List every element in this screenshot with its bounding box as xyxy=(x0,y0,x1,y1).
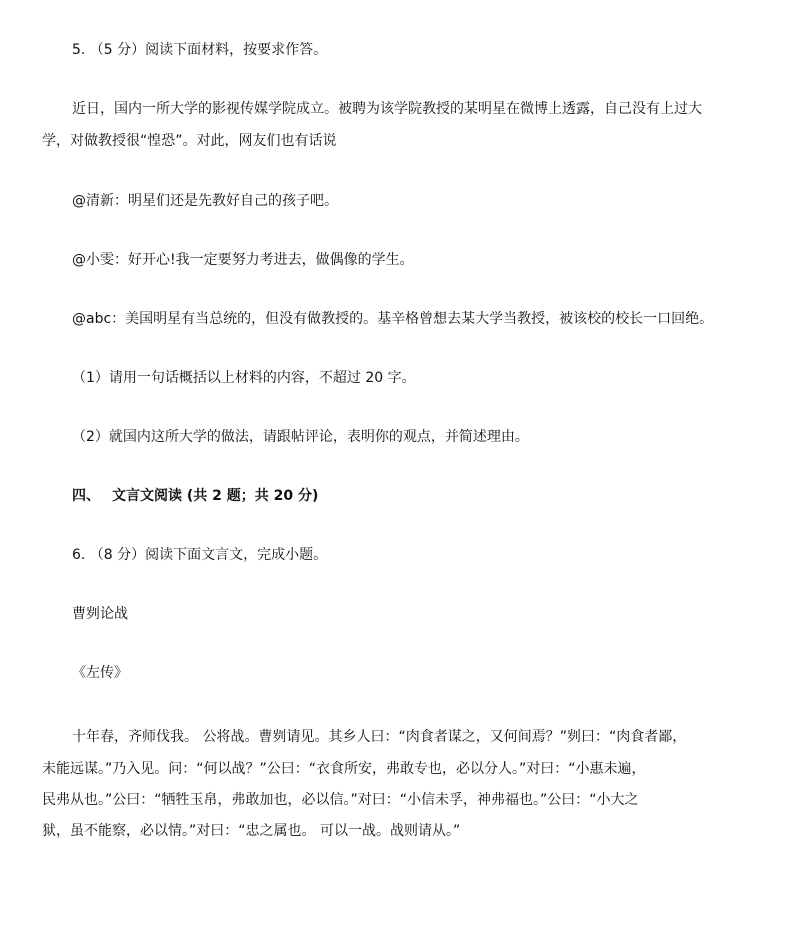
netizen-comment-1: @清新：明星们还是先教好自己的孩子吧。 xyxy=(72,193,338,209)
netizen-comment-3: @abc：美国明星有当总统的，但没有做教授的。基辛格曾想去某大学当教授，被该校的校长一口回绝。 xyxy=(72,311,714,327)
question-5-header: 5. （5 分）阅读下面材料，按要求作答。 xyxy=(72,42,328,58)
netizen-comment-2: @小雯：好开心!我一定要努力考进去，做偶像的学生。 xyxy=(72,252,414,268)
material-paragraph-line-1: 近日，国内一所大学的影视传媒学院成立。被聘为该学院教授的某明星在微博上透露，自己没有上过大 xyxy=(72,101,702,117)
section-title: 文言文阅读 (共 2 题；共 20 分) xyxy=(112,488,319,504)
passage-source: 《左传》 xyxy=(72,665,128,681)
passage-line-2: 未能远谋。”乃入见。问：“何以战？”公曰：“衣食所安，弗敢专也，必以分人。”对曰：“小惠未遍， xyxy=(42,761,646,777)
sub-question-2: （2）就国内这所大学的做法，请跟帖评论，表明你的观点，并简述理由。 xyxy=(72,429,529,445)
material-paragraph-line-2: 学，对做教授很“惶恐”。对此，网友们也有话说 xyxy=(42,133,337,149)
passage-line-1: 十年春，齐师伐我。 公将战。曹刿请见。其乡人曰：“肉食者谋之，又何间焉？”刿曰：“肉食者鄙， xyxy=(72,729,687,745)
passage-line-3: 民弗从也。”公曰：“牺牲玉帛，弗敢加也，必以信。”对曰：“小信未孚，神弗福也。”公曰：“小大之 xyxy=(42,792,639,808)
section-4-heading xyxy=(72,486,318,506)
section-number: 四、 xyxy=(72,488,100,504)
passage-line-4: 狱，虽不能察，必以情。”对曰：“忠之属也。 可以一战。战则请从。” xyxy=(42,823,461,839)
question-6-header: 6. （8 分）阅读下面文言文，完成小题。 xyxy=(72,547,328,563)
passage-title: 曹刿论战 xyxy=(72,606,128,622)
sub-question-1: （1）请用一句话概括以上材料的内容，不超过 20 字。 xyxy=(72,370,416,386)
